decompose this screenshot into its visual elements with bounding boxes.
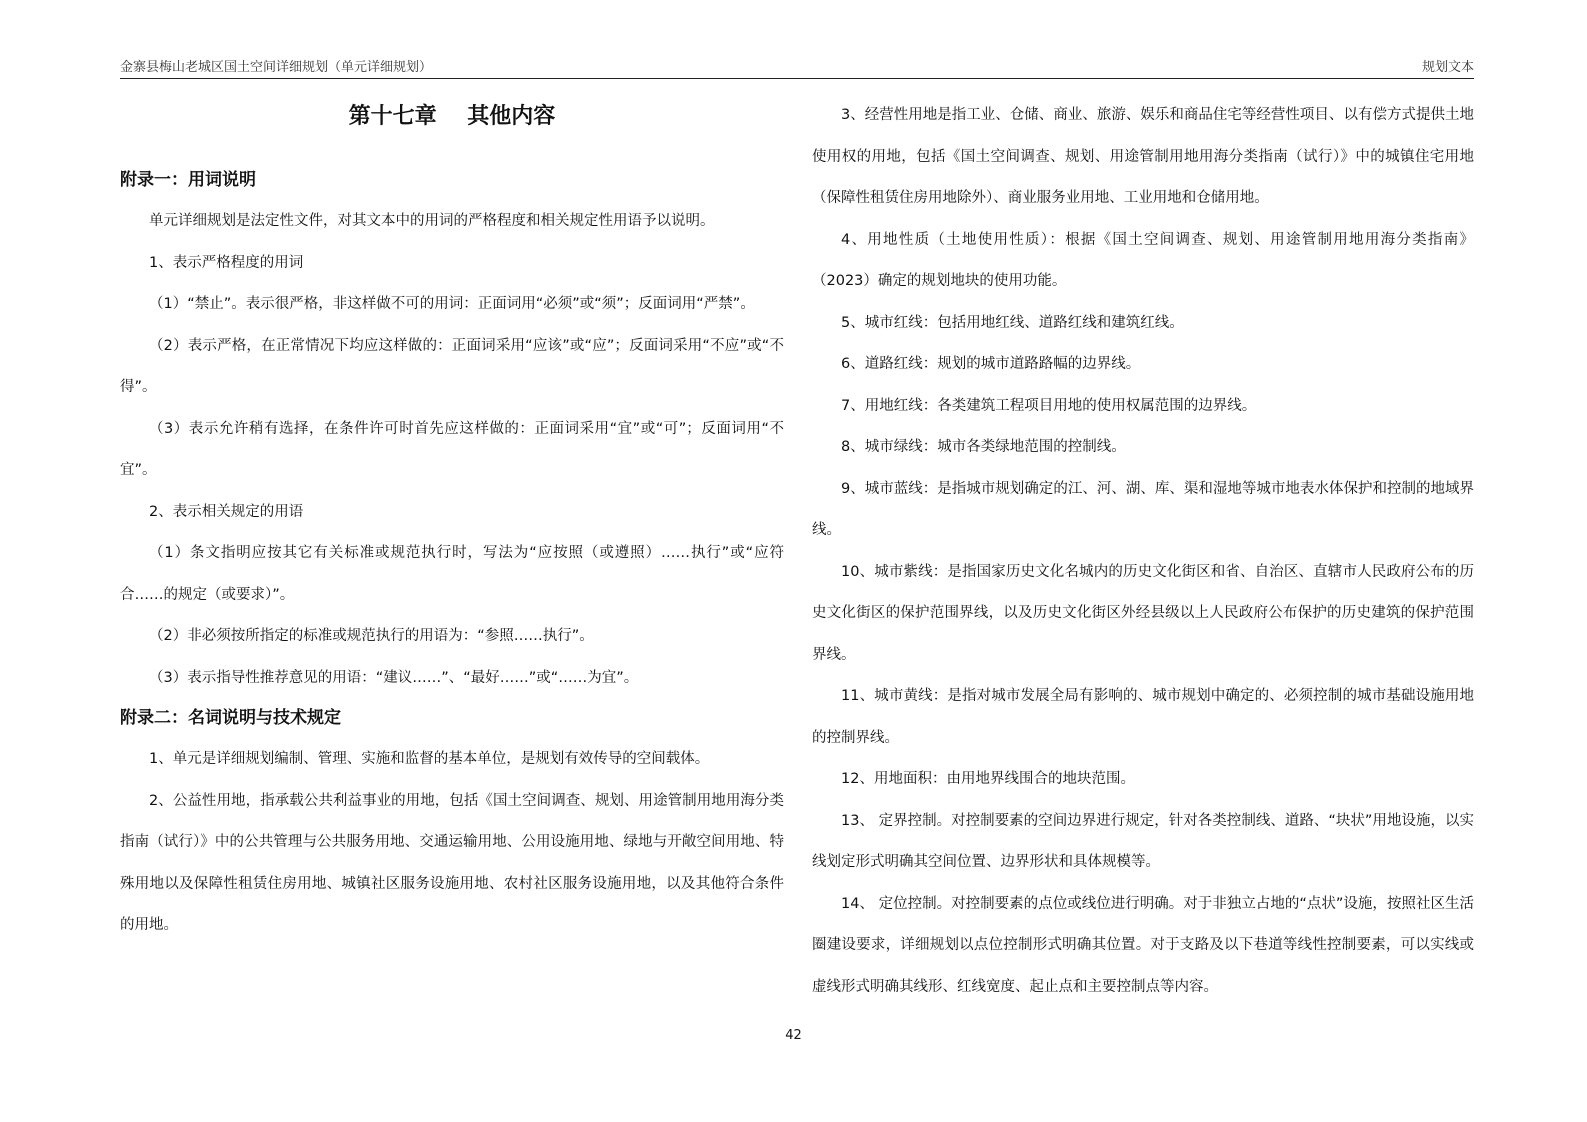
page-number: 42 xyxy=(785,1028,802,1043)
paragraph: （3）表示指导性推荐意见的用语：“建议……”、“最好……”或“……为宜”。 xyxy=(149,669,639,686)
paragraph: （1）“禁止”。表示很严格，非这样做不可的用词：正面词用“必须”或“须”；反面词用“严禁”。 xyxy=(149,296,755,312)
paragraph: 7、用地红线：各类建筑工程项目用地的使用权属范围的边界线。 xyxy=(841,397,1257,414)
paragraph: 6、道路红线：规划的城市道路路幅的边界线。 xyxy=(841,356,1141,372)
paragraph: 3、经营性用地是指工业、仓储、商业、旅游、娱乐和商品住宅等经营性项目、以有偿方式提供土地使用权的用地，包括《国土空间调查、规划、用途管制用地用海分类指南（试行）》中的城镇住宅用地（保障性租赁住房用地除外）、商业服务业用地、工业用地和仓储用地。 xyxy=(812,107,1474,206)
paragraph: 10、城市紫线：是指国家历史文化名城内的历史文化街区和省、自治区、直辖市人民政府公布的历史文化街区的保护范围界线，以及历史文化街区外经县级以上人民政府公布保护的历史建筑的保护范围界线。 xyxy=(812,563,1474,663)
header-doc-title: 金寨县梅山老城区国土空间详细规划（单元详细规划） xyxy=(120,60,433,75)
page-header xyxy=(120,52,1474,79)
paragraph: 14、 定位控制。对控制要素的点位或线位进行明确。对于非独立占地的“点状”设施，按照社区生活圈建设要求，详细规划以点位控制形式明确其位置。对于支路及以下巷道等线性控制要素，可以实线或虚线形式明确其线形、红线宽度、起止点和主要控制点等内容。 xyxy=(812,895,1474,995)
paragraph: 单元详细规划是法定性文件，对其文本中的用词的严格程度和相关规定性用语予以说明。 xyxy=(149,213,715,229)
appendix1-title: 附录一：用词说明 xyxy=(120,170,256,190)
chapter-title: 第十七章 其他内容 xyxy=(348,104,556,129)
paragraph: 13、 定界控制。对控制要素的空间边界进行规定，针对各类控制线、道路、“块状”用地设施，以实线划定形式明确其空间位置、边界形状和具体规模等。 xyxy=(812,812,1474,870)
paragraph: （1）条文指明应按其它有关标准或规范执行时，写法为“应按照（或遵照）……执行”或“应符合……的规定（或要求）”。 xyxy=(120,545,784,603)
paragraph: 9、城市蓝线：是指城市规划确定的江、河、湖、库、渠和湿地等城市地表水体保护和控制的地域界线。 xyxy=(812,480,1474,538)
paragraph: 1、单元是详细规划编制、管理、实施和监督的基本单位，是规划有效传导的空间载体。 xyxy=(149,751,710,767)
paragraph: 4、用地性质（土地使用性质）：根据《国土空间调查、规划、用途管制用地用海分类指南》（2023）确定的规划地块的使用功能。 xyxy=(812,231,1474,289)
paragraph: （2）非必须按所指定的标准或规范执行的用语为：“参照……执行”。 xyxy=(149,628,594,644)
appendix2-title: 附录二：名词说明与技术规定 xyxy=(120,708,341,728)
paragraph: 8、城市绿线：城市各类绿地范围的控制线。 xyxy=(841,439,1126,455)
header-doc-type: 规划文本 xyxy=(1421,60,1474,75)
right-column xyxy=(812,95,1474,1008)
paragraph: 12、用地面积：由用地界线围合的地块范围。 xyxy=(841,771,1135,787)
paragraph: 2、表示相关规定的用语 xyxy=(149,503,304,520)
paragraph: （3）表示允许稍有选择，在条件许可时首先应这样做的：正面词采用“宜”或“可”；反面词用“不宜”。 xyxy=(120,420,784,478)
left-column xyxy=(120,95,784,947)
paragraph: 1、表示严格程度的用词 xyxy=(149,254,304,271)
paragraph: 2、公益性用地，指承载公共利益事业的用地，包括《国土空间调查、规划、用途管制用地用海分类指南（试行）》中的公共管理与公共服务用地、交通运输用地、公用设施用地、绿地与开敞空间用地、特殊用地以及保障性租赁住房用地、城镇社区服务设施用地、农村社区服务设施用地，以及其他符合条件的用地。 xyxy=(120,792,784,933)
paragraph: 11、城市黄线：是指对城市发展全局有影响的、城市规划中确定的、必须控制的城市基础设施用地的控制界线。 xyxy=(812,688,1474,746)
paragraph: 5、城市红线：包括用地红线、道路红线和建筑红线。 xyxy=(841,314,1184,331)
paragraph: （2）表示严格，在正常情况下均应这样做的：正面词采用“应该”或“应”；反面词采用“不应”或“不得”。 xyxy=(120,337,784,395)
